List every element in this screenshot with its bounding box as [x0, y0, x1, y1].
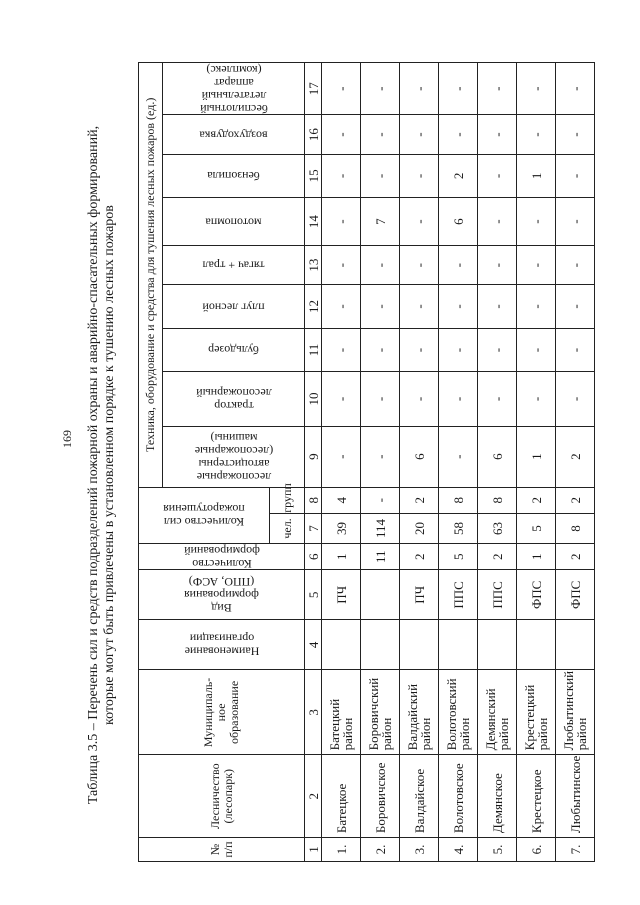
- cell-t11: -: [361, 328, 400, 372]
- cell-org: [400, 620, 439, 670]
- header-t16: воздуходувка: [163, 115, 305, 154]
- cell-vid: [361, 570, 400, 620]
- cell-lesnichestvo: Крестецкое: [517, 755, 556, 838]
- cell-t11: -: [400, 328, 439, 372]
- cell-t11: -: [322, 328, 361, 372]
- table-row: [400, 63, 439, 862]
- cell-t15: 1: [517, 154, 556, 198]
- cell-t13: -: [361, 246, 400, 285]
- cell-grupp: 8: [478, 487, 517, 513]
- header-t11: бульдозер: [163, 328, 305, 372]
- col-number: 7: [305, 513, 322, 543]
- cell-t9: -: [439, 426, 478, 487]
- cell-t16: -: [361, 115, 400, 154]
- row-number: 1.: [322, 838, 361, 862]
- cell-t10: -: [322, 372, 361, 426]
- cell-t12: -: [478, 285, 517, 329]
- cell-municipal: Демянский район: [478, 670, 517, 755]
- cell-t17: -: [322, 63, 361, 115]
- table-caption-line-1: Таблица 3.5 – Перечень сил и средств подразделений пожарной охраны и аварийно-спасательных формирований,: [86, 125, 101, 805]
- cell-t9: 1: [517, 426, 556, 487]
- cell-t9: 6: [400, 426, 439, 487]
- row-number: 7.: [556, 838, 595, 862]
- col-number: 12: [305, 285, 322, 329]
- cell-t15: -: [361, 154, 400, 198]
- col-number: 4: [305, 620, 322, 670]
- cell-vid: ППС: [439, 570, 478, 620]
- row-number: 2.: [361, 838, 400, 862]
- cell-t15: -: [478, 154, 517, 198]
- col-number: 9: [305, 426, 322, 487]
- header-t12: плуг лесной: [163, 285, 305, 329]
- cell-t14: -: [322, 198, 361, 246]
- cell-t13: -: [478, 246, 517, 285]
- cell-grupp: 2: [400, 487, 439, 513]
- header-t15: бензопила: [163, 154, 305, 198]
- cell-t12: -: [322, 285, 361, 329]
- cell-t15: -: [556, 154, 595, 198]
- header-grupp: групп: [270, 487, 305, 513]
- cell-form-count: 1: [517, 544, 556, 570]
- header-chel: чел.: [270, 513, 305, 543]
- col-number: 2: [305, 755, 322, 838]
- cell-t14: -: [517, 198, 556, 246]
- cell-t12: -: [439, 285, 478, 329]
- row-number: 5.: [478, 838, 517, 862]
- cell-t17: -: [517, 63, 556, 115]
- row-number: 6.: [517, 838, 556, 862]
- cell-t11: -: [517, 328, 556, 372]
- cell-vid: ПЧ: [322, 570, 361, 620]
- cell-t17: -: [478, 63, 517, 115]
- cell-t16: -: [439, 115, 478, 154]
- cell-chel: 20: [400, 513, 439, 543]
- header-t13: тягач + трал: [163, 246, 305, 285]
- cell-t14: -: [400, 198, 439, 246]
- cell-t10: -: [400, 372, 439, 426]
- col-number: 10: [305, 372, 322, 426]
- cell-form-count: 11: [361, 544, 400, 570]
- cell-t9: 2: [556, 426, 595, 487]
- cell-lesnichestvo: Боровичское: [361, 755, 400, 838]
- cell-grupp: -: [361, 487, 400, 513]
- cell-t10: -: [556, 372, 595, 426]
- cell-t9: 6: [478, 426, 517, 487]
- cell-t11: -: [439, 328, 478, 372]
- cell-vid: ФПС: [556, 570, 595, 620]
- cell-lesnichestvo: Батецкое: [322, 755, 361, 838]
- header-lesnichestvo: Лесничество (лесопарк): [139, 755, 305, 838]
- rotated-page-content: [80, 50, 589, 880]
- col-number: 5: [305, 570, 322, 620]
- cell-municipal: Крестецкий район: [517, 670, 556, 755]
- cell-chel: 114: [361, 513, 400, 543]
- cell-t14: -: [556, 198, 595, 246]
- cell-chel: 63: [478, 513, 517, 543]
- table-row: [439, 63, 478, 862]
- cell-t16: -: [478, 115, 517, 154]
- table-caption-line-2: которые могут быть привлечены в установленном порядке к тушению лесных пожаров: [102, 205, 117, 725]
- cell-t17: -: [361, 63, 400, 115]
- cell-t12: -: [400, 285, 439, 329]
- cell-chel: 5: [517, 513, 556, 543]
- cell-chel: 58: [439, 513, 478, 543]
- cell-vid: ППС: [478, 570, 517, 620]
- cell-t17: -: [556, 63, 595, 115]
- cell-lesnichestvo: Волотовское: [439, 755, 478, 838]
- header-t10: трактор лесопожарный: [163, 372, 305, 426]
- cell-t17: -: [439, 63, 478, 115]
- cell-org: [556, 620, 595, 670]
- cell-form-count: 5: [439, 544, 478, 570]
- cell-org: [478, 620, 517, 670]
- cell-org: [322, 620, 361, 670]
- header-vid: Вид формирования (ППО, АСФ): [139, 570, 305, 620]
- cell-municipal: Валдайский район: [400, 670, 439, 755]
- table-row: [556, 63, 595, 862]
- cell-form-count: 1: [322, 544, 361, 570]
- cell-t14: -: [478, 198, 517, 246]
- cell-t11: -: [556, 328, 595, 372]
- col-number: 15: [305, 154, 322, 198]
- page-number: 169: [60, 430, 74, 448]
- col-number: 11: [305, 328, 322, 372]
- cell-t15: -: [322, 154, 361, 198]
- cell-grupp: 2: [556, 487, 595, 513]
- header-org: Наименование организации: [139, 620, 305, 670]
- cell-vid: ПЧ: [400, 570, 439, 620]
- cell-t13: -: [322, 246, 361, 285]
- col-number: 8: [305, 487, 322, 513]
- cell-t12: -: [361, 285, 400, 329]
- col-number: 6: [305, 544, 322, 570]
- cell-org: [517, 620, 556, 670]
- cell-municipal: Боровичский район: [361, 670, 400, 755]
- cell-lesnichestvo: Валдайское: [400, 755, 439, 838]
- header-kol-sil: Количество сил пожаротушения: [139, 487, 270, 544]
- cell-grupp: 4: [322, 487, 361, 513]
- column-number-row: [305, 63, 322, 862]
- cell-t16: -: [322, 115, 361, 154]
- cell-chel: 39: [322, 513, 361, 543]
- table-row: [361, 63, 400, 862]
- cell-t12: -: [517, 285, 556, 329]
- cell-t14: 7: [361, 198, 400, 246]
- cell-vid: ФПС: [517, 570, 556, 620]
- cell-t17: -: [400, 63, 439, 115]
- cell-lesnichestvo: Демянское: [478, 755, 517, 838]
- cell-form-count: 2: [478, 544, 517, 570]
- cell-org: [439, 620, 478, 670]
- cell-t10: -: [478, 372, 517, 426]
- cell-t10: -: [517, 372, 556, 426]
- cell-form-count: 2: [556, 544, 595, 570]
- col-number: 17: [305, 63, 322, 115]
- cell-grupp: 8: [439, 487, 478, 513]
- cell-municipal: Батецкий район: [322, 670, 361, 755]
- cell-t16: -: [517, 115, 556, 154]
- cell-lesnichestvo: Любытинское: [556, 755, 595, 838]
- cell-t10: -: [361, 372, 400, 426]
- cell-t11: -: [478, 328, 517, 372]
- header-kol-form: Количество формирований: [139, 544, 305, 570]
- col-number: 14: [305, 198, 322, 246]
- header-municipal: Муниципаль-ное образование: [139, 670, 305, 755]
- cell-t13: -: [400, 246, 439, 285]
- cell-t13: -: [517, 246, 556, 285]
- col-number: 16: [305, 115, 322, 154]
- cell-t16: -: [556, 115, 595, 154]
- cell-t9: -: [322, 426, 361, 487]
- cell-t13: -: [439, 246, 478, 285]
- cell-t16: -: [400, 115, 439, 154]
- cell-t12: -: [556, 285, 595, 329]
- header-n: № п/п: [139, 838, 305, 862]
- cell-t15: -: [400, 154, 439, 198]
- cell-grupp: 2: [517, 487, 556, 513]
- table-row: [517, 63, 556, 862]
- cell-municipal: Любытинский район: [556, 670, 595, 755]
- cell-municipal: Волотовский район: [439, 670, 478, 755]
- cell-t10: -: [439, 372, 478, 426]
- col-number: 13: [305, 246, 322, 285]
- cell-t9: -: [361, 426, 400, 487]
- cell-t15: 2: [439, 154, 478, 198]
- header-tehnika: Техника, оборудование и средства для тушения лесных пожаров (ед.): [139, 63, 163, 488]
- cell-t14: 6: [439, 198, 478, 246]
- row-number: 4.: [439, 838, 478, 862]
- forces-table: [138, 62, 595, 862]
- cell-chel: 8: [556, 513, 595, 543]
- cell-org: [361, 620, 400, 670]
- cell-form-count: 2: [400, 544, 439, 570]
- cell-t13: -: [556, 246, 595, 285]
- row-number: 3.: [400, 838, 439, 862]
- header-t14: мотопомпа: [163, 198, 305, 246]
- header-t9: лесопожарные автоцистерны (лесопожарные машины): [163, 426, 305, 487]
- table-row: [322, 63, 361, 862]
- table-row: [478, 63, 517, 862]
- col-number: 3: [305, 670, 322, 755]
- col-number: 1: [305, 838, 322, 862]
- header-t17: беспилотный летательный аппарат (комплекс): [163, 63, 305, 115]
